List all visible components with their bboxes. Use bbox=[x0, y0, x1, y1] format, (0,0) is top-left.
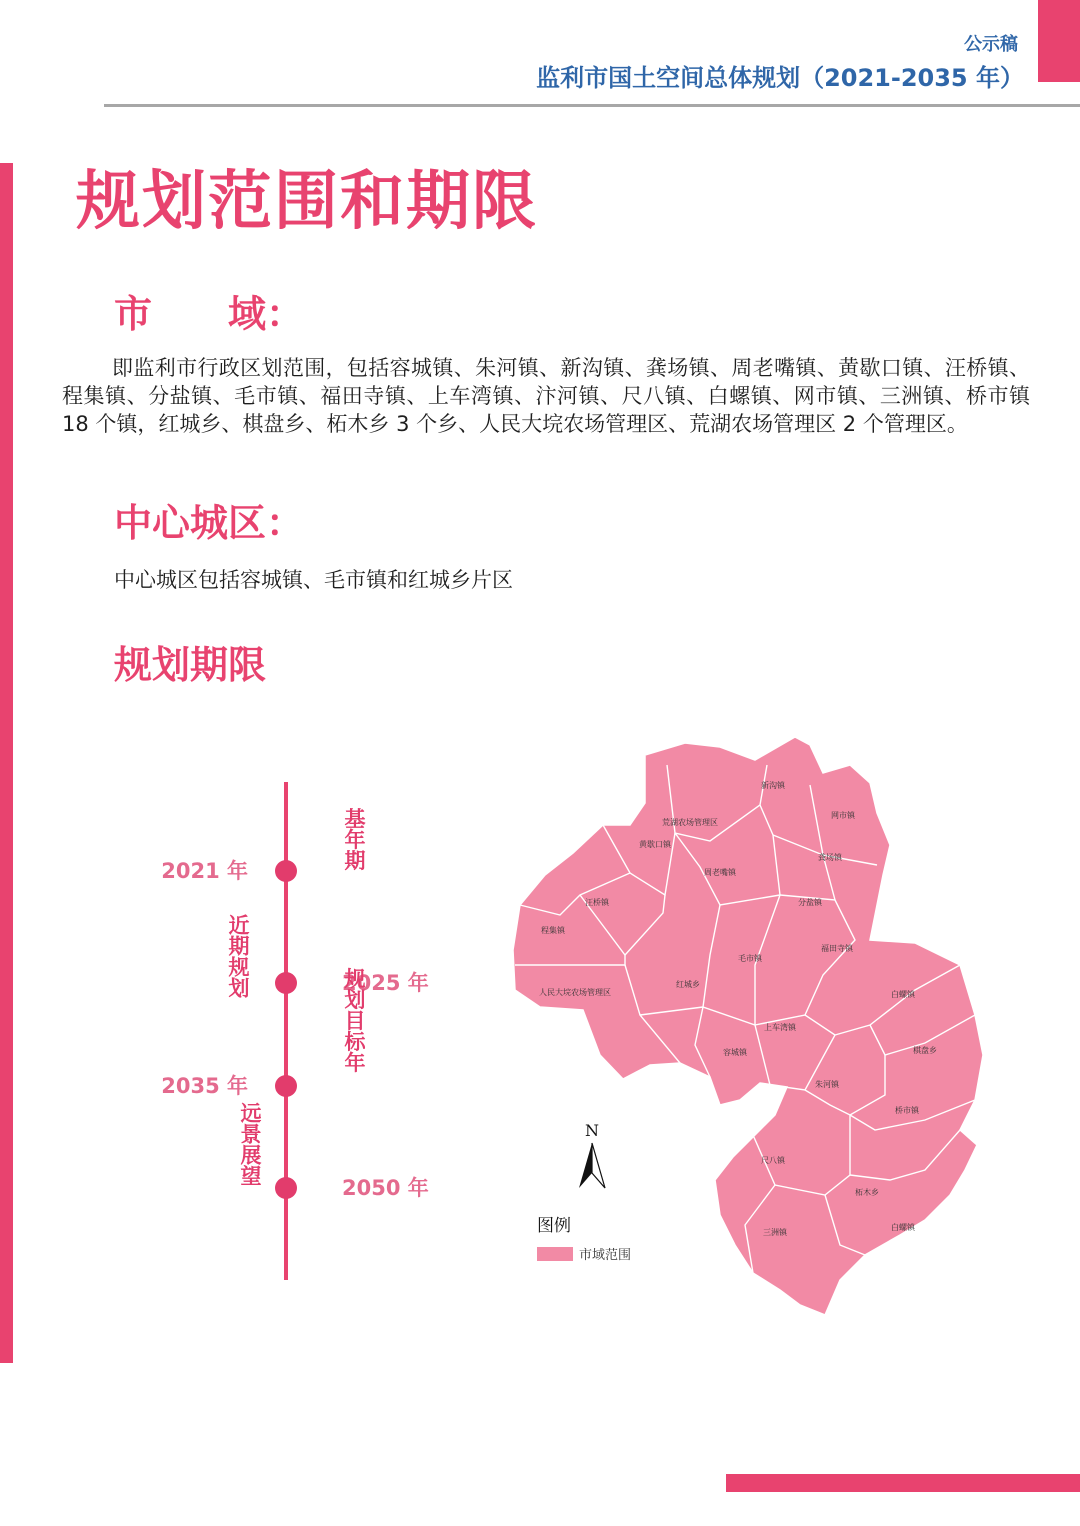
map-label-renmindayuan-farm: 人民大垸农场管理区 bbox=[539, 988, 611, 997]
top-accent-bar bbox=[1038, 0, 1080, 82]
timeline-label-base-year: 基年期 bbox=[342, 807, 366, 871]
map-label-hongcheng: 红城乡 bbox=[676, 980, 700, 989]
timeline-label-near-term: 近期规划 bbox=[226, 914, 250, 998]
map-label-wangqiao: 汪桥镇 bbox=[585, 898, 609, 907]
legend-label: 市域范围 bbox=[579, 1248, 632, 1263]
center-description: 中心城区包括容城镇、毛市镇和红城乡片区 bbox=[114, 568, 513, 592]
map-label-bailuo-north: 白螺镇 bbox=[891, 990, 915, 999]
header-divider bbox=[104, 104, 1080, 107]
timeline-year-2021: 2021 年 bbox=[161, 859, 248, 883]
map-label-chengji: 程集镇 bbox=[541, 926, 565, 935]
header-title: 监利市国土空间总体规划（2021-2035 年） bbox=[536, 64, 1024, 92]
map-label-zhuhe: 朱河镇 bbox=[815, 1080, 839, 1089]
north-arrow-icon bbox=[579, 1121, 605, 1188]
map-label-huanghu-farm: 荒湖农场管理区 bbox=[662, 818, 718, 827]
map-label-wangshi: 网市镇 bbox=[831, 811, 855, 820]
legend-title: 图例 bbox=[537, 1216, 571, 1236]
header-kicker: 公示稿 bbox=[964, 34, 1018, 55]
section-heading-period: 规划期限 bbox=[114, 643, 267, 687]
jurisdiction-map bbox=[505, 725, 995, 1325]
map-label-fenyan: 分盐镇 bbox=[798, 898, 822, 907]
page-title: 规划范围和期限 bbox=[76, 165, 538, 239]
timeline-dot-2050 bbox=[275, 1177, 297, 1199]
map-label-rongcheng: 容城镇 bbox=[723, 1048, 747, 1057]
map-label-gongchang: 龚场镇 bbox=[818, 853, 842, 862]
planning-timeline bbox=[150, 770, 450, 1290]
map-label-zhemu: 柘木乡 bbox=[855, 1188, 879, 1197]
timeline-dot-2021 bbox=[275, 860, 297, 882]
north-label: N bbox=[585, 1121, 599, 1140]
timeline-label-target-year: 规划目标年 bbox=[342, 967, 366, 1073]
map-label-bailuo-south: 白螺镇 bbox=[891, 1223, 915, 1232]
timeline-label-long-term: 远景展望 bbox=[238, 1102, 262, 1186]
timeline-year-2025: 2025 年 bbox=[342, 971, 429, 995]
left-accent-bar bbox=[0, 163, 13, 1363]
map-label-chiba: 尺八镇 bbox=[761, 1156, 785, 1165]
map-label-xingou: 新沟镇 bbox=[761, 781, 785, 790]
timeline-dot-2035 bbox=[275, 1075, 297, 1097]
timeline-year-2050: 2050 年 bbox=[342, 1176, 429, 1200]
timeline-dot-2025 bbox=[275, 972, 297, 994]
map-label-sanzhou: 三洲镇 bbox=[763, 1228, 787, 1237]
city-description: 即监利市行政区划范围，包括容城镇、朱河镇、新沟镇、龚场镇、周老嘴镇、黄歇口镇、汪桥镇、程集镇、分盐镇、毛市镇、福田寺镇、上车湾镇、汴河镇、尺八镇、白螺镇、网市镇、三洲镇、桥市镇 18 个镇，红城乡、棋盘乡、柘木乡 3 个乡、人民大垸农场管理区、荒湖农场管理区 2 个管理区。 bbox=[62, 356, 1030, 436]
map-label-futiansi: 福田寺镇 bbox=[821, 944, 853, 953]
map-label-qiaoshi: 桥市镇 bbox=[895, 1106, 919, 1115]
bottom-accent-bar bbox=[726, 1474, 1080, 1492]
section-heading-city: 市 域： bbox=[114, 292, 305, 336]
map-label-huangxiekou: 黄歇口镇 bbox=[639, 840, 671, 849]
map-label-qipan: 棋盘乡 bbox=[913, 1046, 937, 1055]
section-heading-center: 中心城区： bbox=[114, 501, 305, 545]
timeline-year-2035: 2035 年 bbox=[161, 1074, 248, 1098]
legend-swatch bbox=[537, 1247, 573, 1261]
map-label-maoshi: 毛市镇 bbox=[738, 954, 762, 963]
map-label-zhoulaozui: 周老嘴镇 bbox=[704, 868, 736, 877]
map-label-shangchewan: 上车湾镇 bbox=[764, 1023, 796, 1032]
